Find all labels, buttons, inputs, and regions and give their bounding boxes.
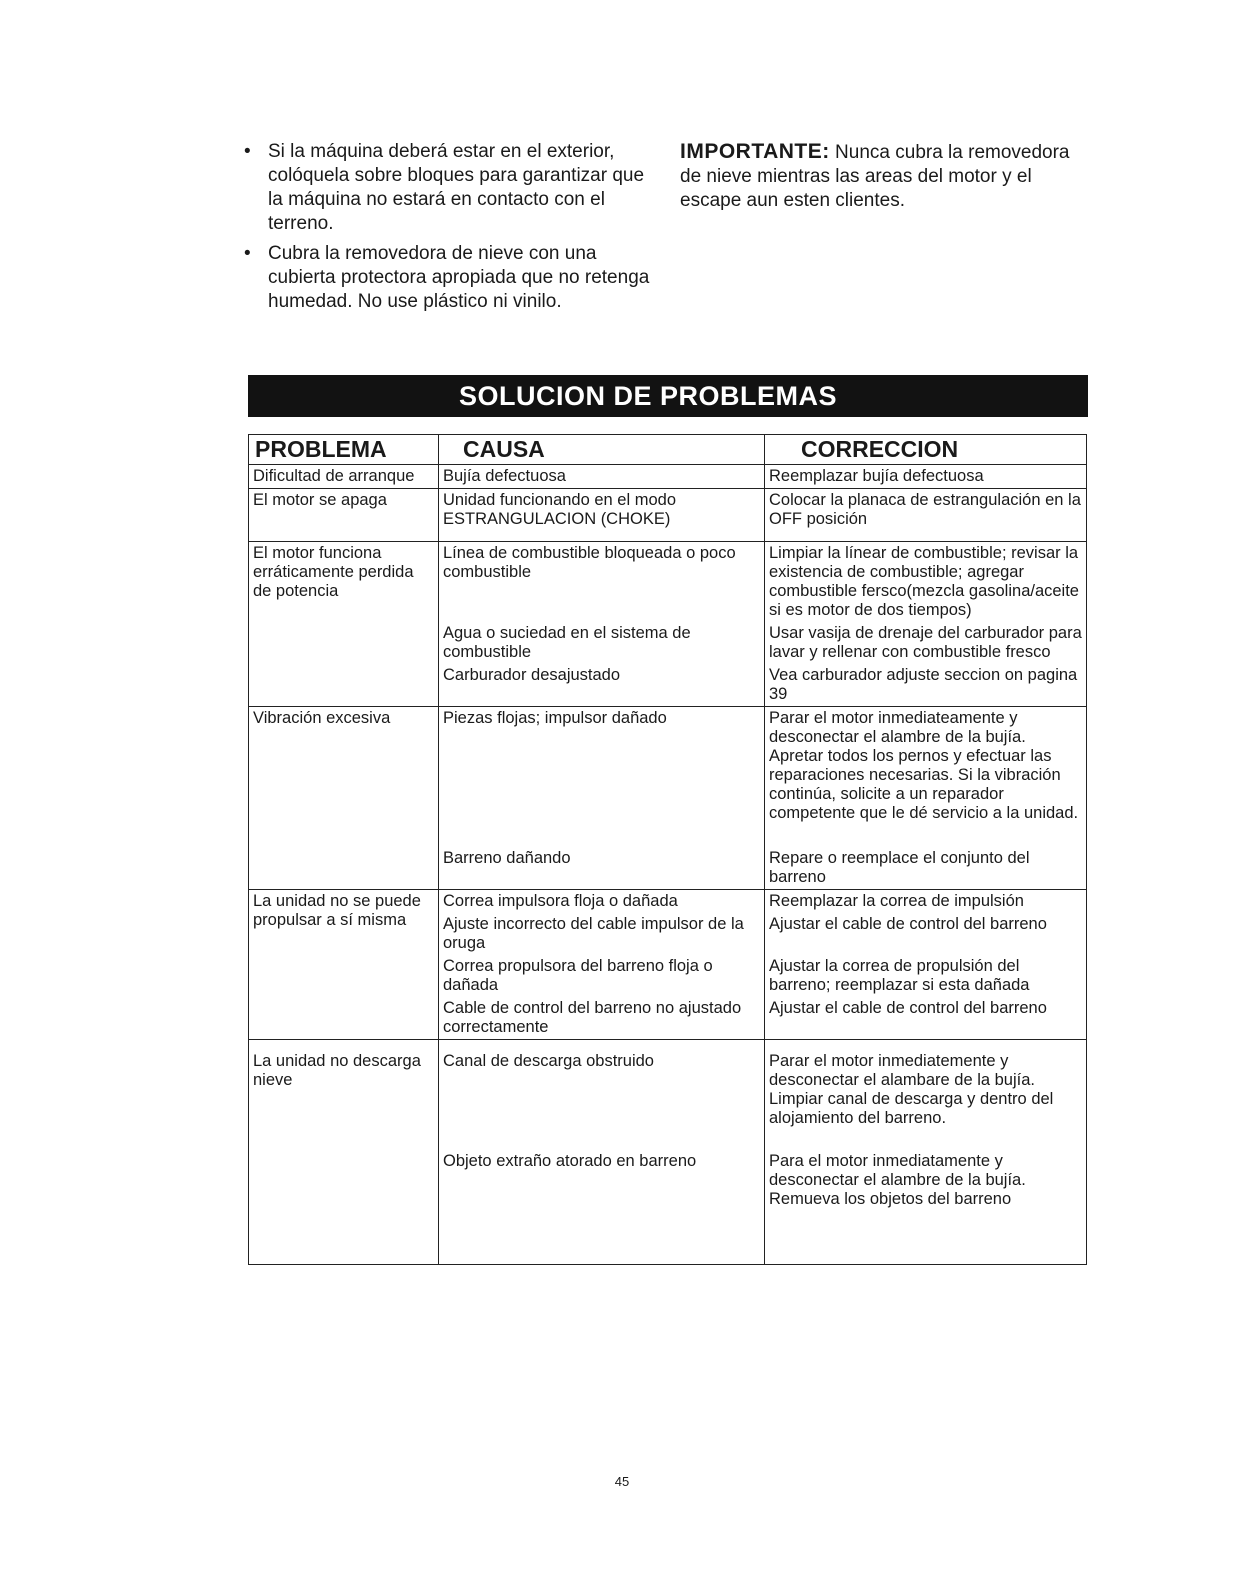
cause-cell: Bujía defectuosa	[439, 465, 765, 489]
cause-cell: Agua o suciedad en el sistema de combustible	[439, 622, 765, 664]
table-row	[249, 1040, 1087, 1151]
cause-cell: Unidad funcionando en el modo ESTRANGULACION (CHOKE)	[439, 489, 765, 542]
problem-cell: La unidad no se puede propulsar a sí misma	[249, 890, 439, 1040]
cause-cell: Correa impulsora floja o dañada	[439, 890, 765, 914]
table-row	[249, 465, 1087, 489]
fix-cell: Para el motor inmediatamente y desconectar el alambre de la bujía. Remueva los objetos del barreno	[765, 1150, 1087, 1265]
important-text: Nunca cubra la removedora de nieve mientras las areas del motor y el escape aun esten clientes.	[680, 142, 1070, 211]
cause-cell: Ajuste incorrecto del cable impulsor de la oruga	[439, 913, 765, 955]
table-row	[249, 489, 1087, 542]
troubleshooting-table	[248, 434, 1087, 1265]
bullet-symbol: •	[244, 141, 251, 162]
bullet-symbol: •	[244, 243, 251, 264]
cause-cell: Barreno dañando	[439, 847, 765, 890]
fix-cell: Parar el motor inmediatemente y desconectar el alambare de la bujía. Limpiar canal de descarga y dentro del alojamiento del barreno.	[765, 1040, 1087, 1151]
bullet-text: Cubra la removedora de nieve con una cubierta protectora apropiada que no retenga humedad. No use plástico ni vinilo.	[268, 243, 650, 312]
bullet-item	[244, 242, 664, 314]
header-problema: PROBLEMA	[249, 435, 439, 465]
page-number: 45	[614, 1474, 630, 1489]
header-correccion: CORRECCION	[765, 435, 1087, 465]
cause-cell: Carburador desajustado	[439, 664, 765, 707]
fix-cell: Parar el motor inmediateamente y desconectar el alambre de la bujía. Apretar todos los pernos y efectuar las reparaciones necesarias. Si la vibración continúa, solicite a un reparador competente que le dé servicio a la unidad.	[765, 707, 1087, 848]
fix-cell: Reemplazar bujía defectuosa	[765, 465, 1087, 489]
fix-cell: Limpiar la línear de combustible; revisar la existencia de combustible; agregar combustible fersco(mezcla gasolina/aceite si es motor de dos tiempos)	[765, 542, 1087, 623]
cause-cell: Canal de descarga obstruido	[439, 1040, 765, 1151]
cause-cell: Cable de control del barreno no ajustado correctamente	[439, 997, 765, 1040]
table-row	[249, 542, 1087, 623]
important-note	[680, 140, 1080, 213]
cause-cell: Correa propulsora del barreno floja o dañada	[439, 955, 765, 997]
table-row	[249, 890, 1087, 914]
cause-cell: Piezas flojas; impulsor dañado	[439, 707, 765, 848]
problem-cell: La unidad no descarga nieve	[249, 1040, 439, 1265]
fix-cell: Ajustar el cable de control del barreno	[765, 913, 1087, 955]
cause-cell: Objeto extraño atorado en barreno	[439, 1150, 765, 1265]
problem-cell: El motor funciona erráticamente perdida de potencia	[249, 542, 439, 707]
fix-cell: Ajustar el cable de control del barreno	[765, 997, 1087, 1040]
fix-cell: Repare o reemplace el conjunto del barreno	[765, 847, 1087, 890]
section-banner	[248, 375, 1088, 417]
table-row	[249, 707, 1087, 848]
fix-cell: Reemplazar la correa de impulsión	[765, 890, 1087, 914]
fix-cell: Vea carburador adjuste seccion on pagina 39	[765, 664, 1087, 707]
problem-cell: Dificultad de arranque	[249, 465, 439, 489]
intro-bullets	[244, 140, 664, 320]
fix-cell: Colocar la planaca de estrangulación en la OFF posición	[765, 489, 1087, 542]
cause-cell: Línea de combustible bloqueada o poco combustible	[439, 542, 765, 623]
banner-title: SOLUCION DE PROBLEMAS	[458, 380, 838, 411]
problem-cell: El motor se apaga	[249, 489, 439, 542]
header-causa: CAUSA	[439, 435, 765, 465]
bullet-text: Si la máquina deberá estar en el exterior, colóquela sobre bloques para garantizar que la máquina no estará en contacto con el terreno.	[268, 141, 645, 234]
important-label: IMPORTANTE:	[680, 140, 830, 163]
bullet-item	[244, 140, 664, 236]
problem-cell: Vibración excesiva	[249, 707, 439, 890]
fix-cell: Usar vasija de drenaje del carburador para lavar y rellenar con combustible fresco	[765, 622, 1087, 664]
table-header-row	[249, 435, 1087, 465]
fix-cell: Ajustar la correa de propulsión del barreno; reemplazar si esta dañada	[765, 955, 1087, 997]
